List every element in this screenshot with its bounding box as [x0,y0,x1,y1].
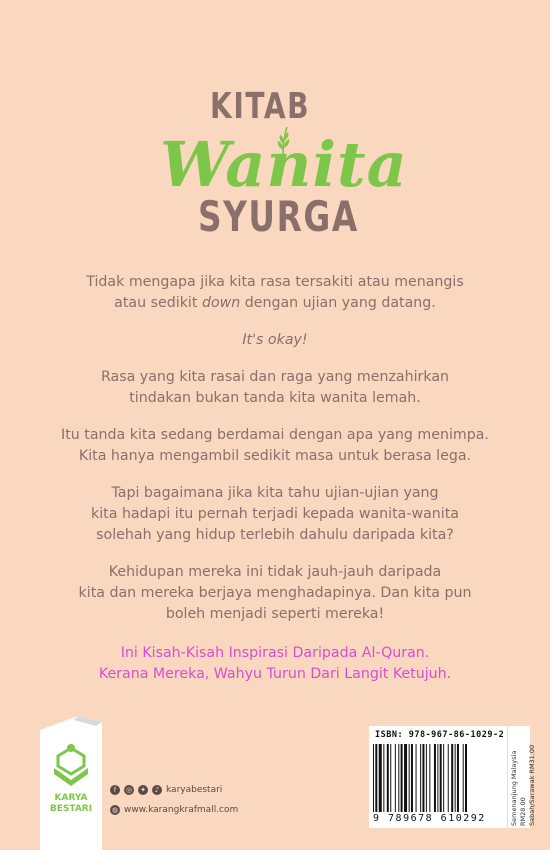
instagram-icon: ◎ [125,786,133,794]
paragraph-1-line-2-start: atau sedikit [114,295,202,311]
social-handle: karyabestari [166,785,223,795]
tagline-line-1: Ini Kisah-Kisah Inspirasi Daripada Al-Quran. [120,645,430,661]
paragraph-6-line-2: kita dan mereka berjaya menghadapinya. Dan kita pun [78,585,472,601]
isbn-text: ISBN: 978-967-86-1029-2 [375,730,505,740]
twitter-icon: ✦ [138,785,148,795]
globe-icon: ◍ [111,806,119,814]
paragraph-6 [60,562,490,625]
price-text [510,726,537,826]
tagline [60,643,490,685]
paragraph-1-line-2-end: dengan ujian yang datang. [240,295,436,311]
logo-text-karya: KARYA [54,793,88,803]
barcode-bar [416,744,417,812]
barcode-bar [411,744,413,812]
publisher-tab [40,730,102,850]
paragraph-4-line-1: Itu tanda kita sedang berdamai dengan apa yang menimpa. [61,427,489,443]
paragraph-3 [60,367,490,409]
title-kitab: KITAB [210,86,311,127]
barcode-bar [448,744,449,812]
paragraph-4-line-2: Kita hanya mengambil sedikit masa untuk berasa lega. [78,448,472,464]
paragraph-5-line-1: Tapi bagaimana jika kita tahu ujian-ujian yang [111,485,439,501]
publisher-contacts [110,782,238,822]
facebook-icon: f [110,785,120,795]
barcode-bar [463,744,464,812]
website-url: www.karangkrafmall.com [124,805,239,815]
paragraph-3-line-1: Rasa yang kita rasai dan raga yang menzahirkan [100,369,450,385]
tiktok-icon: ♪ [152,785,162,795]
barcode-bar [443,744,444,812]
barcode-bar [387,744,389,812]
paragraph-5-line-2: kita hadapi itu pernah terjadi kepada wanita-wanita [91,506,459,522]
barcode-digits: 9 789678 610292 [373,813,486,824]
barcode-bar [429,744,430,812]
logo-text-bestari: BESTARI [49,804,93,814]
barcode-bar [451,744,453,812]
paragraph-6-line-1: Kehidupan mereka ini tidak jauh-jauh daripada [108,564,442,580]
barcode-bar [422,744,424,812]
barcode-bar [383,744,384,812]
barcode-bar [409,744,410,812]
paragraph-6-line-3: boleh menjadi seperti mereka! [165,606,385,622]
paragraph-5 [60,483,490,546]
barcode-bar [401,744,403,812]
barcode-bar [440,744,442,812]
price-panel [508,726,536,828]
barcode-bars [373,744,503,812]
paragraph-1-emphasis: down [201,295,241,311]
price-line-1: Semenanjung Malaysia RM28.00 [510,750,527,826]
barcode-bar [437,744,438,812]
title-wanita: Wanita [160,128,408,201]
barcode-bar [398,744,399,812]
paragraph-1 [60,272,490,314]
barcode-bar [455,744,456,812]
barcode-bar [375,744,377,812]
barcode-bar [373,744,374,812]
paragraph-3-line-2: tindakan bukan tanda kita wanita lemah. [129,390,421,406]
publisher-logo [40,730,102,830]
price-line-2: Sabah/Sarawak RM31.00 [528,744,536,826]
barcode-bar [390,744,391,812]
barcode-bar [404,744,407,812]
barcode-bar [420,744,421,812]
title-syurga: SYURGA [198,192,359,241]
paragraph-1-line-1: Tidak mengapa jika kita rasa tersakiti atau menangis [86,274,464,290]
barcode-bar [457,744,459,812]
barcode-panel [369,726,507,828]
barcode-bar [465,744,467,812]
website-row [110,802,238,818]
social-row [110,782,238,798]
blurb [60,272,490,685]
paragraph-4 [60,425,490,467]
paragraph-5-line-3: solehah yang hidup terlebih dahulu daripada kita? [96,527,454,543]
paragraph-its-okay: It's okay! [242,332,308,348]
barcode-bar [426,744,427,812]
book-title [0,80,550,255]
barcode-bar [434,744,436,812]
barcode-bar [395,744,396,812]
barcode-bar [379,744,382,812]
tagline-line-2: Kerana Mereka, Wahyu Turun Dari Langit Ketujuh. [98,666,452,682]
